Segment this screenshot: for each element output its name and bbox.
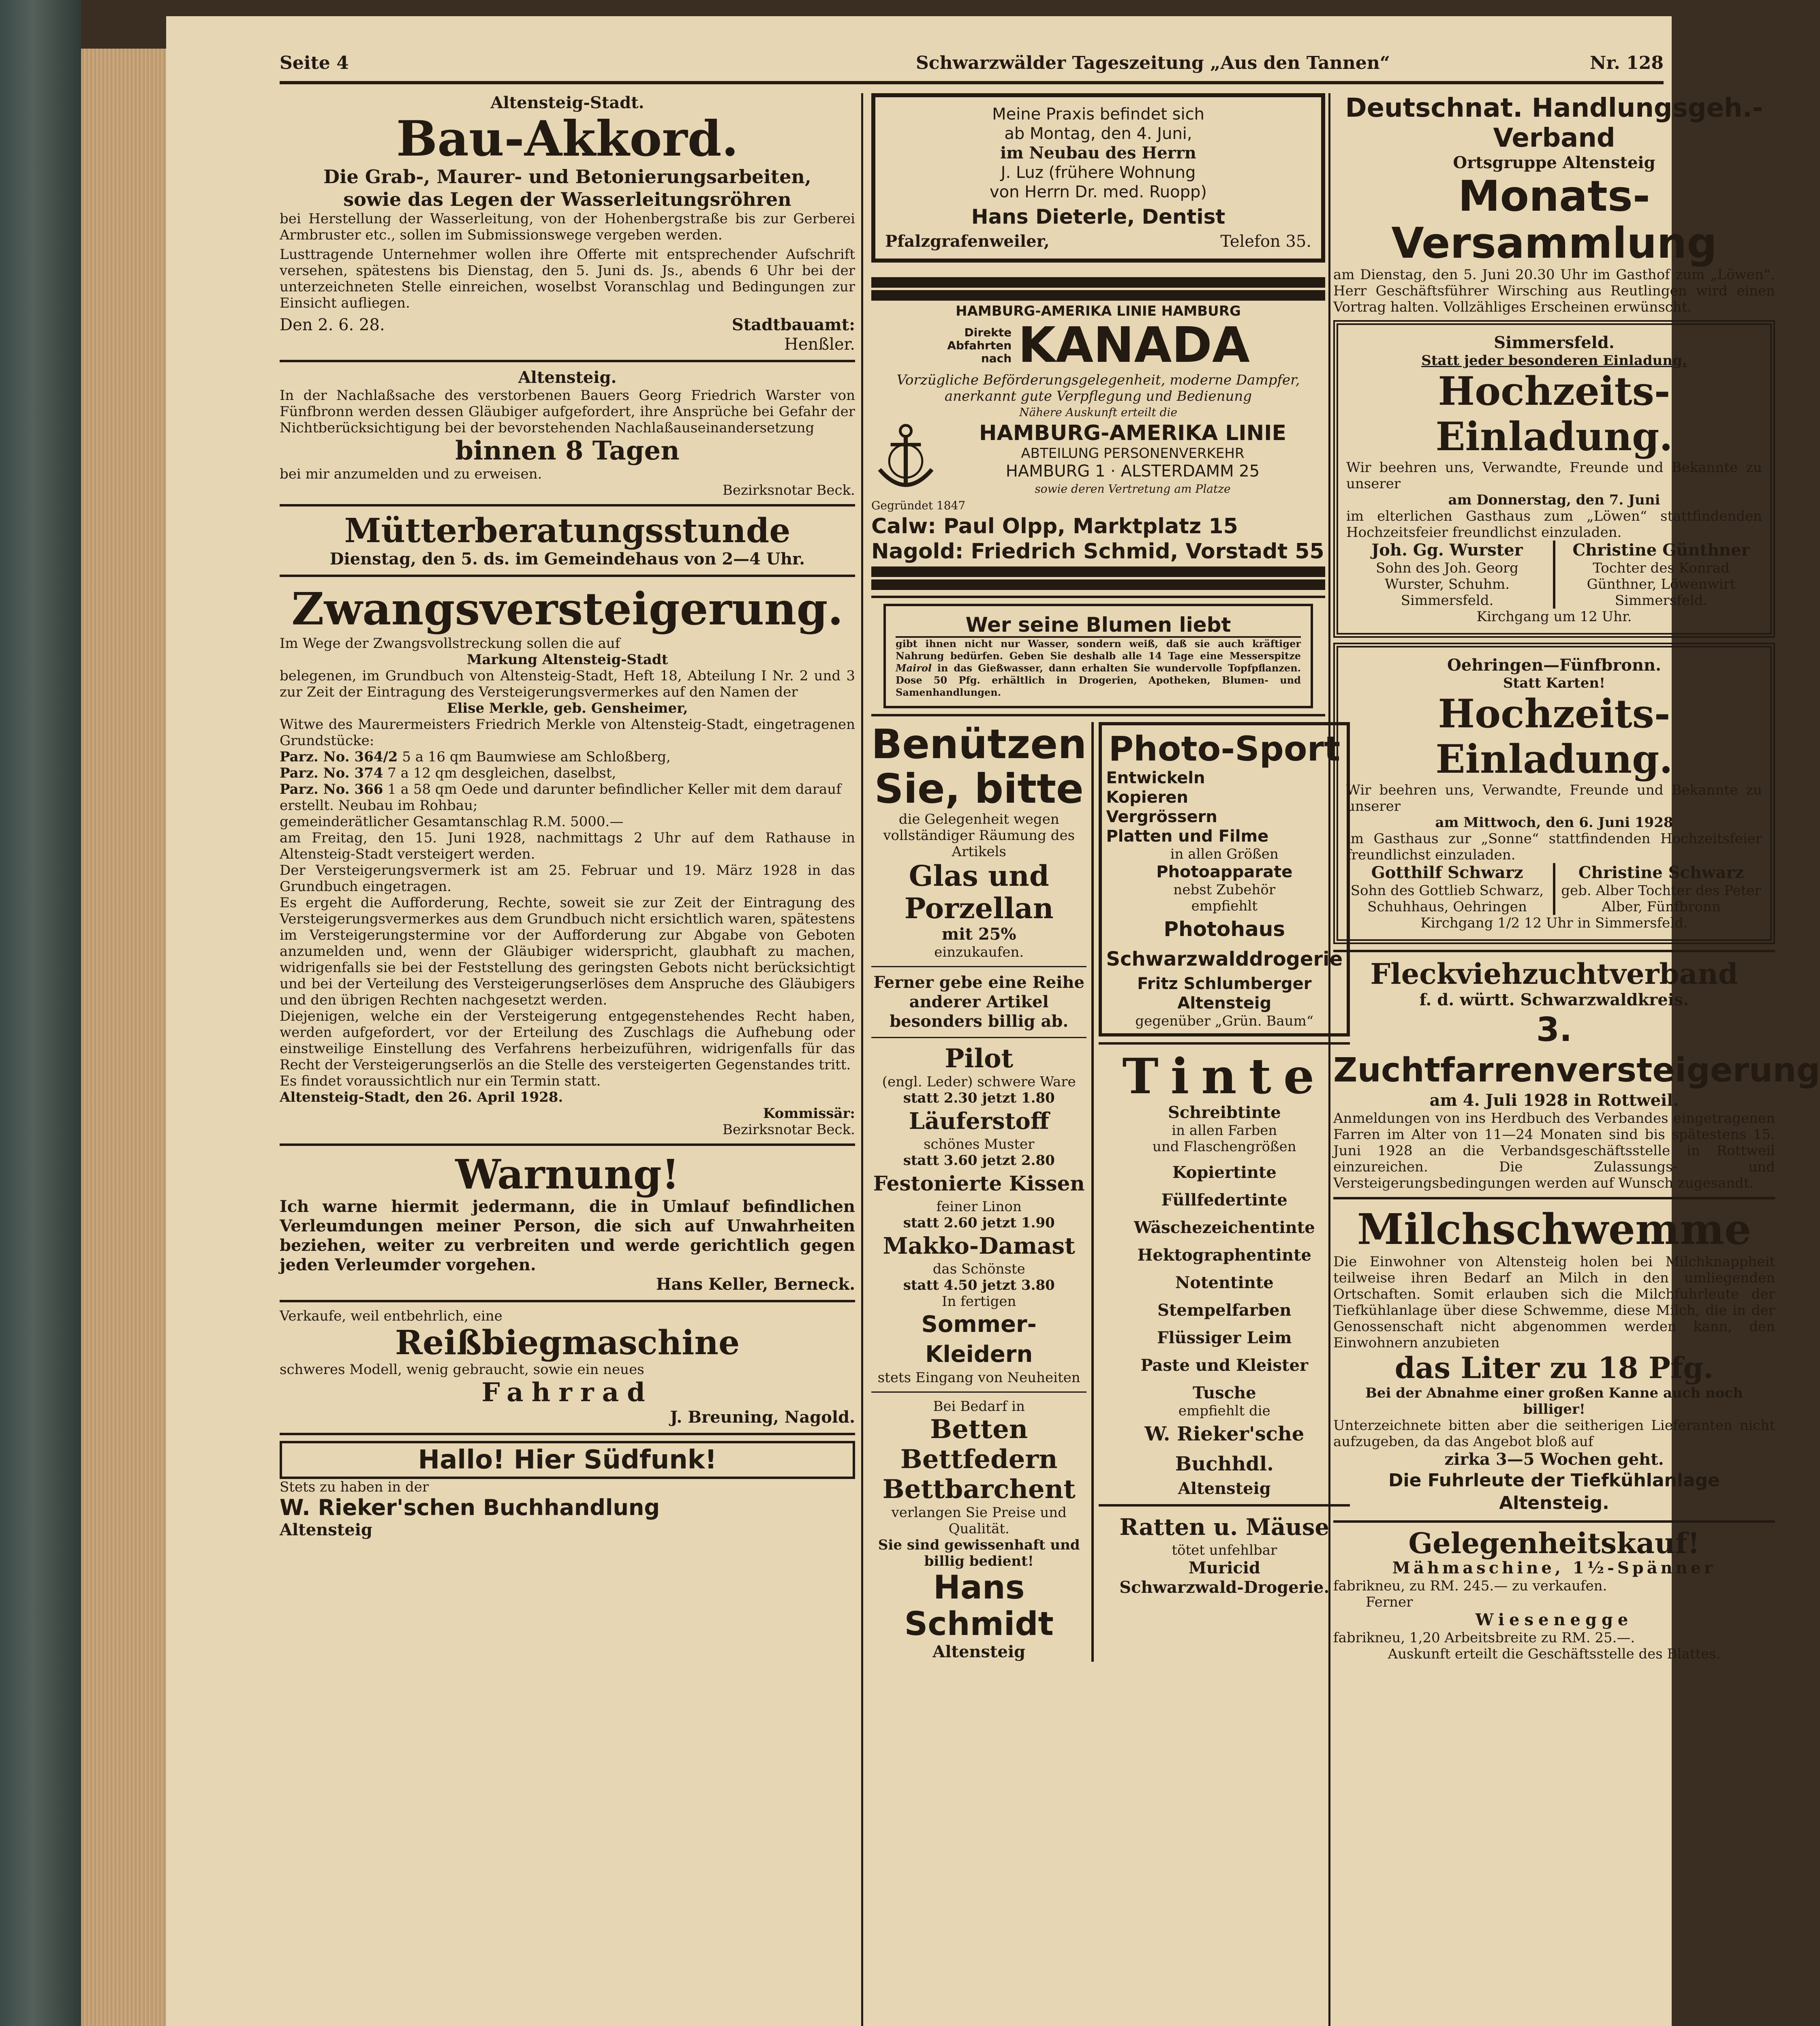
ad-owner: Elise Merkle, geb. Gensheimer, [447, 700, 688, 716]
ad-signer: Fritz Schlumberger [1137, 975, 1312, 993]
middle-split [871, 720, 1343, 1662]
ad-phone: Telefon 35. [1220, 232, 1311, 251]
ad-title: Photo-Sport [1108, 729, 1341, 769]
hochzeit-oehringen-ad: Oehringen—Fünfbronn. Statt Karten! Hochzeits-Einladung. Wir beehren uns, Verwandte, Freunde und Bekannte zu unserer am Mittwoch, den 6. Juni 1928 im Gasthaus zur „Sonne“ stattfindenden Hochzeitsfeier freundlichst einzuladen. Gotthilf Schwarz Sohn des Gottlieb Schwarz, Schuhhaus, Oehringen Christine Schwarz geb. Alber Tochter des Peter Alber, Fünfbronn Kirchgang 1/2 12 Uhr in Simmersfeld. [1333, 643, 1775, 944]
ad-place: Altensteig [1177, 994, 1272, 1013]
hamburg-amerika-ad: HAMBURG-AMERIKA LINIE HAMBURG Direkte Abfahrten nach KANADA Vorzügliche Beförderungsgelegenheit, moderne Dampfer, anerkannt gute Verpflegung und Bedienung Nähere Auskunft erteilt die HAMBURG-AMERIKA LINIE ABTEILUNG PERSONENVERKEHR HAMBURG 1 · ALSTERDAMM 25 sowie deren Vertretung am Platze Gegründet 1847 Calw: Paul Olpp, Marktplatz 15 Nagold: Friedrich Schmid, Vorstadt 55 [871, 277, 1325, 590]
ad-place: Altensteig [280, 1520, 372, 1539]
parcel-row: Parz. No. 364/2 5 a 16 qm Baumwiese am Schloßberg, [280, 749, 671, 765]
ad-title: 3. Zuchtfarrenversteigerung [1333, 1011, 1820, 1090]
milk-price: das Liter zu 18 Pfg. [1394, 1351, 1714, 1385]
ad-place: Altensteig. [518, 368, 617, 387]
groom-name: Gotthilf Schwarz [1371, 863, 1523, 882]
ad-title: Zwangsversteigerung. [291, 583, 843, 635]
ad-signer: Henßler. [784, 335, 855, 354]
ad-title: Warnung! [455, 1150, 680, 1198]
book-binding [0, 0, 81, 2026]
ad-shop: W. Rieker'sche Buchhdl. [1144, 1423, 1305, 1475]
ad-title: Benützen [871, 720, 1087, 768]
ad-title: Ratten u. Mäuse [1119, 1514, 1330, 1541]
fleckvieh-ad: Fleckviehzuchtverband f. d. württ. Schwarzwaldkreis. 3. Zuchtfarrenversteigerung am 4. Juli 1928 in Rottweil. Anmeldungen von ins Herdbuch des Verbandes eingetragenen Farren im Alter von 11—24 Monaten sind bis spätestens 15. Juni 1928 an die Verbandsgeschäftsstelle in Rottweil einzureichen. Die Zulassungs- und Versteigerungsbedingungen werden auf Wunsch zugesandt. [1333, 957, 1820, 1191]
ad-title: Fleckviehzuchtverband [1370, 957, 1738, 991]
bau-akkord-ad [280, 93, 855, 354]
ad-place: Pfalzgrafenweiler, [885, 232, 1050, 251]
column-middle [871, 93, 1343, 2026]
ad-text: Im Wege der Zwangsvollstreckung sollen die auf [280, 635, 620, 652]
benutzen-ad: Benützen Sie, bitte die Gelegenheit wegen vollständiger Räumung des Artikels Glas und Porzellan mit 25% einzukaufen. Ferner gebe eine Reihe anderer Artikel besonders billig ab. Pilot (engl. Leder) schwere Ware statt 2.30 jetzt 1.80 Läuferstoff schönes Muster statt 3.60 jetzt 2.80 Festonierte Kissen feiner Linon statt 2.60 jetzt 1.90 Makko-Damast das Schönste statt 4.50 jetzt 3.80 In fertigen Sommer-Kleidern stets Eingang von Neuheiten Bei Bedarf in Betten Bettfedern Bettbarchent verlangen Sie Preise und Qualität. Sie sind gewissenhaft und billig bedient! Hans Schmidt Altensteig [871, 720, 1087, 1661]
ad-text: gemeinderätlicher Gesamtanschlag R.M. 5000.— [280, 814, 624, 830]
ad-title: Deutschnat. Handlungsgeh.-Verband [1345, 93, 1763, 153]
column-right [1333, 93, 1820, 2026]
ad-signer: Hans Keller, Berneck. [656, 1275, 855, 1294]
issue-number: Nr. 128 [1590, 53, 1664, 73]
ad-title: Wer seine Blumen liebt [896, 613, 1301, 638]
ad-title: Hans Dieterle, Dentist [971, 205, 1225, 229]
ad-signer: Hans Schmidt [904, 1569, 1054, 1643]
bride-name: Christine Günthner [1572, 541, 1750, 560]
ad-title: Hallo! Hier Südfunk! [280, 1441, 855, 1479]
page-edges [81, 49, 166, 2026]
ad-subtitle: Die Grab-, Maurer- und Betonierungsarbeiten, [323, 166, 811, 188]
photo-sport-ad: Photo-Sport Entwickeln Kopieren Vergrössern Platten und Filme in allen Größen Photoapparate nebst Zubehör empfiehlt Photohaus Schwarzwalddrogerie Fritz Schlumberger Altensteig gegenüber „Grün. Baum“ [1099, 722, 1350, 1037]
ad-brand: Muricid [1188, 1558, 1260, 1577]
tinte-ad: Tinte Schreibtinte in allen Farben und Flaschengrößen Kopiertinte Füllfedertinte Wäschezeichentinte Hektographentinte Notentinte Stempelfarben Flüssiger Leim Paste und Kleister Tusche empfiehlt die W. Rieker'sche Buchhdl. Altensteig [1099, 1050, 1350, 1498]
ad-text: bei Herstellung der Wasserleitung, von der Hohenbergstraße bis zur Gerberei Armbruster etc., sollen im Submissionswege vergeben werden. [280, 211, 855, 243]
newspaper-name: Schwarzwälder Tageszeitung „Aus den Tannen“ [916, 53, 1390, 73]
ad-text: am Freitag, den 15. Juni 1928, nachmittags 2 Uhr auf dem Rathause in Altensteig-Stadt versteigert werden. [280, 830, 855, 862]
anchor-icon [871, 421, 940, 498]
gelegenheitskauf-ad: Gelegenheitskauf! Mähmaschine, 1½-Spänner fabrikneu, zu RM. 245.— zu verkaufen. Ferner Wiesenegge fabrikneu, 1,20 Arbeitsbreite zu RM. 25.—. Auskunft erteilt die Geschäftsstelle des Blattes. [1333, 1528, 1775, 1662]
suedfunk-ad [280, 1441, 855, 1540]
hochzeit-simmersfeld-ad: Simmersfeld. Statt jeder besonderen Einladung. Hochzeits-Einladung. Wir beehren uns, Verwandte, Freunde und Bekannte zu unserer am Donnerstag, den 7. Juni im elterlichen Gasthaus zum „Löwen“ stattfindenden Hochzeitsfeier freundlichst einzuladen. Joh. Gg. Wurster Sohn des Joh. Georg Wurster, Schuhm. Simmersfeld. Christine Günthner Tochter des Konrad Günthner, Löwenwirt Simmersfeld. Kirchgang um 12 Uhr. [1333, 320, 1775, 638]
ad-place: Altensteig [932, 1642, 1026, 1661]
ad-text: schweres Modell, wenig gebraucht, sowie ein neues [280, 1361, 644, 1378]
ad-place: Altensteig-Stadt. [490, 93, 644, 112]
ad-signer: Die Fuhrleute der Tiefkühlanlage Altensteig. [1388, 1470, 1720, 1513]
ad-text: Es findet voraussichtlich nur ein Termin statt. [280, 1073, 601, 1089]
ad-item: Fahrrad [481, 1377, 653, 1408]
ad-text: Lusttragende Unternehmer wollen ihre Offerte mit entsprechender Aufschrift versehen, spätestens bis Dienstag, den 5. Juni ds. Js., abends 6 Uhr bei der unterzeichneten Stelle einreichen, woselbst Voranschlag und Bedingungen zur Einsicht aufliegen. [280, 246, 855, 311]
ad-office: Stadtbauamt: [731, 315, 855, 334]
ratten-ad: Ratten u. Mäuse tötet unfehlbar Muricid Schwarzwald-Drogerie. [1099, 1512, 1350, 1597]
newspaper-page [166, 16, 1820, 2026]
page-header [280, 53, 1664, 84]
ad-brand: Mairol [896, 662, 932, 674]
ad-text: Dienstag, den 5. ds. im Gemeindehaus von 2—4 Uhr. [329, 549, 805, 568]
ad-destination: KANADA [1018, 317, 1250, 374]
ad-title: Hochzeits-Einladung. [1435, 691, 1673, 782]
ad-shop: W. Rieker'schen Buchhandlung [280, 1495, 660, 1520]
verband-ad: Deutschnat. Handlungsgeh.-Verband Ortsgruppe Altensteig Monats-Versammlung am Dienstag, den 5. Juni 20.30 Uhr im Gasthof zum „Löwen“. Herr Geschäftsführer Wirsching aus Reutlingen wird einen Vortrag halten. Vollzähliges Erscheinen erwünscht. [1333, 93, 1775, 315]
ad-text: In der Nachlaßsache des verstorbenen Bauers Georg Friedrich Warster von Fünfbronn werden dessen Gläubiger aufgefordert, ihre Ansprüche bei Gefahr der Nichtberücksichtigung bei der bevorstehenden Nachlaßauseinandersetzung [280, 387, 855, 436]
ad-title: Milchschwemme [1357, 1204, 1752, 1254]
ad-deadline: binnen 8 Tagen [455, 436, 680, 466]
reissbiegmaschine-ad [280, 1308, 855, 1427]
column-left [280, 93, 855, 2026]
ad-company: HAMBURG-AMERIKA LINIE HAMBURG [956, 303, 1241, 319]
parcel-row: Parz. No. 366 1 a 58 qm Oede und darunter befindlicher Keller mit dem darauf erstellt. Neubau im Rohbau; [280, 781, 841, 814]
ad-text: Es ergeht die Aufforderung, Rechte, soweit sie zur Zeit der Eintragung des Versteigerungsvermerkes aus dem Grundbuch nicht ersichtlich waren, spätestens im Versteigerungstermine vor der Aufforderung zur Abgabe von Geboten anzumelden und, wenn der Gläubiger widerspricht, glaubhaft zu machen, widrigenfalls sie bei der Feststellung des geringsten Gebots nicht berücksichtigt und bei der Verteilung des Versteigerungserlöses dem Anspruche des Gläubigers und den übrigen Rechten nachgesetzt werden. [280, 895, 855, 1008]
ad-agent: Calw: Paul Olpp, Marktplatz 15 [871, 514, 1238, 539]
ad-text: belegenen, im Grundbuch von Altensteig-Stadt, Heft 18, Abteilung I Nr. 2 und 3 zur Zeit der Eintragung des Versteigerungsvermerkes auf den Namen der [280, 668, 855, 700]
ad-title: Gelegenheitskauf! [1408, 1526, 1700, 1560]
milchschwemme-ad: Milchschwemme Die Einwohner von Altensteig holen bei Milchknappheit teilweise ihren Bedarf an Milch in den umliegenden Ortschaften. Somit erlauben sich die Milchfuhrleute der Tiefkühlanlage über diese Schwemme, diese Milch, die in der Genossenschaft nicht abgenommen werden kann, den Einwohnern anzubieten das Liter zu 18 Pfg. Bei der Abnahme einer großen Kanne auch noch billiger! Unterzeichnete bitten aber die seitherigen Lieferanten nicht aufzugeben, da das Angebot bloß auf zirka 3—5 Wochen geht. Die Fuhrleute der Tiefkühlanlage Altensteig. [1333, 1205, 1775, 1515]
ad-signer: J. Breuning, Nagold. [670, 1408, 855, 1427]
ad-place: Altensteig [1178, 1479, 1271, 1498]
ad-text: Witwe des Maurermeisters Friedrich Merkle von Altensteig-Stadt, eingetragenen Grundstücke: [280, 716, 855, 749]
page-number: Seite 4 [280, 53, 349, 73]
bride-name: Christine Schwarz [1578, 863, 1744, 882]
ad-text: bei mir anzumelden und zu erweisen. [280, 466, 542, 482]
warnung-ad [280, 1152, 855, 1294]
ad-title: Bau-Akkord. [396, 110, 739, 167]
ad-text: Diejenigen, welche ein der Versteigerung entgegenstehendes Recht haben, werden aufgefordert, vor der Erteilung des Zuschlags die Aufhebung oder einstweilige Einstellung des Verfahrens herbeizuführen, widrigenfalls für das Recht der Versteigerungserlös an die Stelle des versteigerten Gegenstandes tritt. [280, 1008, 855, 1073]
ad-signer: Bezirksnotar Beck. [722, 1122, 855, 1138]
nachlass-notice [280, 368, 855, 498]
ad-text: Ich warne hiermit jedermann, die in Umlauf befindlichen Verleumdungen meiner Person, die sich auf Unwahrheiten beziehen, weiter zu verbreiten und werde gerichtlich gegen jeden Verleumder vorgehen. [280, 1197, 855, 1274]
ad-date: Altensteig-Stadt, den 26. April 1928. [280, 1089, 563, 1105]
ad-title: Sie, bitte [874, 765, 1084, 812]
ad-signer: Bezirksnotar Beck. [722, 482, 855, 498]
ad-title: Tinte [1122, 1048, 1327, 1105]
dentist-ad: Meine Praxis befindet sich ab Montag, den 4. Juni, im Neubau des Herrn J. Luz (frühere Wohnung von Herrn Dr. med. Ruopp) Hans Dieterle, Dentist Pfalzgrafenweiler, Telefon 35. [871, 93, 1325, 263]
groom-name: Joh. Gg. Wurster [1371, 541, 1523, 560]
ad-text: Stets zu haben in der [280, 1479, 429, 1495]
blumen-ad: Wer seine Blumen liebt gibt ihnen nicht nur Wasser, sondern weiß, daß sie auch kräftiger Nahrung bedürfen. Geben Sie deshalb alle 14 Tage eine Messerspitze Mairol in das Gießwasser, dann erhalten Sie wundervolle Topfpflanzen. Dose 50 Pfg. erhältlich in Drogerien, Apotheken, Blumen- und Samenhandlungen. [883, 604, 1313, 708]
column-rule [861, 93, 863, 2026]
ad-text: Verkaufe, weil entbehrlich, eine [280, 1308, 503, 1324]
ad-subtitle: sowie das Legen der Wasserleitungsröhren [343, 188, 791, 210]
muetterberatung-ad [280, 512, 855, 569]
ad-item: Glas und Porzellan [904, 859, 1054, 925]
parcel-row: Parz. No. 374 7 a 12 qm desgleichen, daselbst, [280, 765, 616, 781]
zwangsversteigerung-ad [280, 583, 855, 1138]
ad-company: HAMBURG-AMERIKA LINIE [979, 421, 1287, 445]
ad-title: Monats-Versammlung [1391, 171, 1717, 268]
ad-date: Den 2. 6. 28. [280, 316, 385, 334]
ad-title: Reißbiegmaschine [395, 1323, 740, 1362]
ad-text: Markung Altensteig-Stadt [466, 652, 668, 668]
ad-title: Mütterberatungsstunde [344, 511, 791, 550]
photo-tinte-column [1099, 722, 1350, 1662]
ad-title: Hochzeits-Einladung. [1435, 368, 1673, 459]
ad-shop: Schwarzwald-Drogerie. [1119, 1578, 1330, 1597]
ad-office: Kommissär: [763, 1105, 855, 1122]
ad-agent: Nagold: Friedrich Schmid, Vorstadt 55 [871, 539, 1324, 564]
ad-text: Der Versteigerungsvermerk ist am 25. Februar und 19. März 1928 in das Grundbuch eingetragen. [280, 862, 855, 895]
